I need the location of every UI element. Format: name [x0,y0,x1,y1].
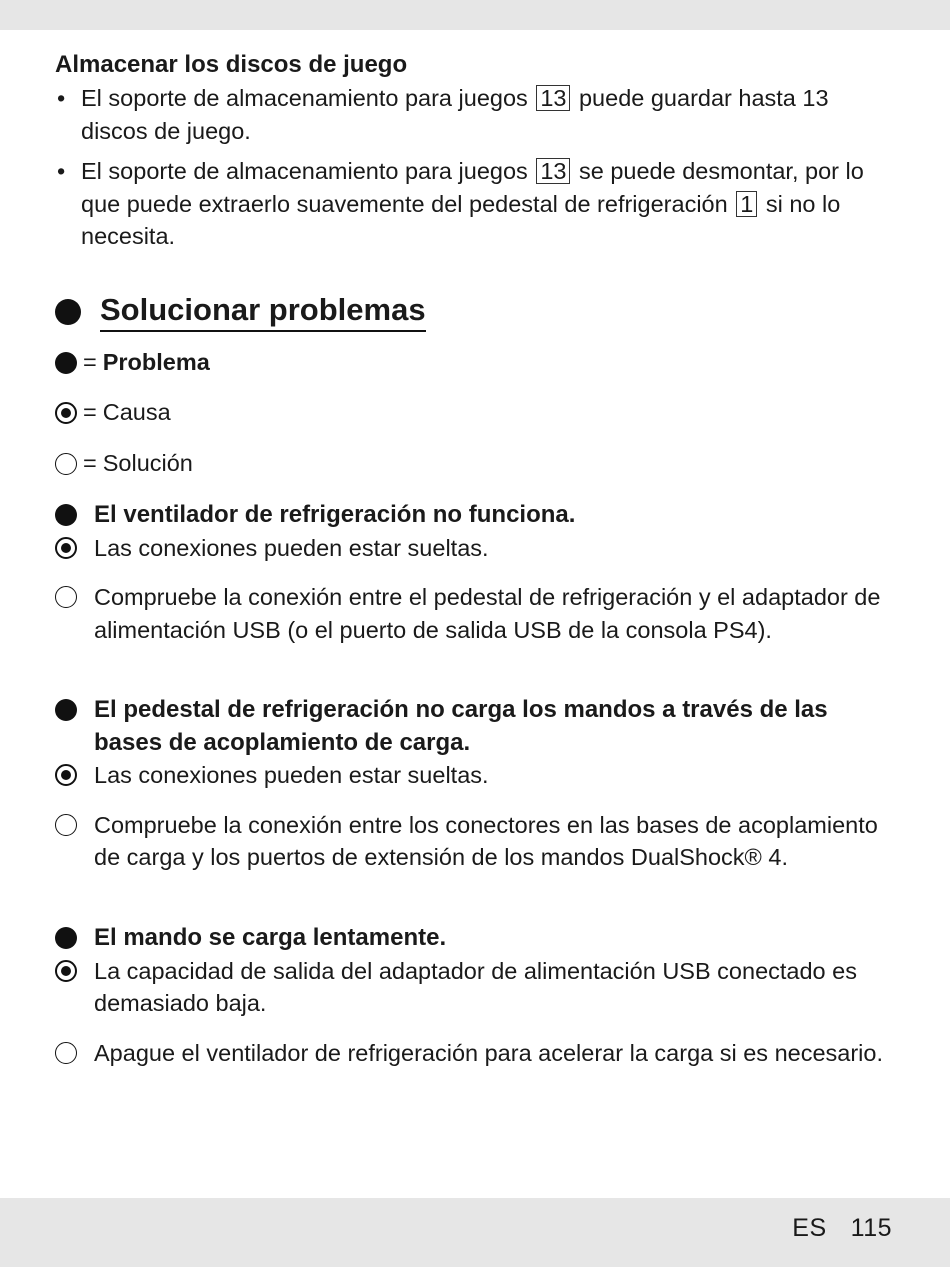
page-footer [0,1198,950,1267]
storage-section [55,48,900,253]
part-reference: 13 [536,85,570,111]
solution-symbol-icon [55,814,77,836]
troubleshooting-entry-1 [55,499,895,646]
cause-text: Las conexiones pueden estar sueltas. [94,534,489,561]
legend-problem-label: Problema [102,349,210,375]
solution-symbol-icon [55,1042,77,1064]
problem-text: El mando se carga lentamente. [94,924,447,951]
storage-bullet-2 [55,155,900,253]
bullet-dot-icon: • [57,85,66,111]
cause-symbol-icon [55,764,77,786]
bullet-dot-icon: • [57,158,66,184]
solution-text: Apague el ventilador de refrigeración para acelerar la carga si es necesario. [94,1039,884,1066]
legend-cause [55,399,171,426]
bullet-text: se puede desmontar, por lo que puede extraerlo suavemente del pedestal de refrigeración [81,158,864,217]
legend-equals: = [83,399,97,425]
heading-bullet-icon [55,299,81,325]
troubleshooting-title: Solucionar problemas [100,292,426,332]
problem-row [55,499,895,532]
solution-text: Compruebe la conexión entre los conectores en las bases de acoplamiento de carga y los puertos de extensión de los mandos DualShock® 4. [94,811,878,870]
cause-row [55,532,895,565]
troubleshooting-heading [55,292,426,332]
storage-bullet-1 [55,82,900,147]
cause-row [55,759,895,792]
solution-symbol-icon [55,586,77,608]
cause-symbol-icon [55,960,77,982]
problem-text: El pedestal de refrigeración no carga los mandos a través de las bases de acoplamiento de carga. [94,696,828,756]
legend-equals: = [83,349,97,375]
legend-problem [55,349,210,376]
troubleshooting-entry-2 [55,694,895,874]
language-code: ES [792,1214,827,1242]
problem-symbol-icon [55,352,77,374]
problem-symbol-icon [55,699,77,721]
troubleshooting-entry-3 [55,922,895,1069]
legend-solution [55,450,193,477]
bullet-text: si no lo necesita. [81,190,841,249]
bullet-text: El soporte de almacenamiento para juegos [81,85,528,111]
cause-symbol-icon [55,402,77,424]
legend-equals: = [83,450,97,476]
solution-row [55,1037,895,1070]
cause-symbol-icon [55,537,77,559]
bullet-text: puede guardar hasta 13 discos de juego. [81,85,829,144]
problem-row [55,694,895,759]
legend-cause-label: Causa [102,399,171,425]
part-reference: 1 [736,191,757,217]
cause-text: Las conexiones pueden estar sueltas. [94,762,489,788]
problem-symbol-icon [55,927,77,949]
storage-bullet-list [55,82,900,253]
cause-text: La capacidad de salida del adaptador de alimentación USB conectado es demasiado baja. [94,957,857,1016]
legend-solution-label: Solución [102,450,193,476]
part-reference: 13 [536,158,570,184]
storage-section-title: Almacenar los discos de juego [55,51,408,78]
solution-row [55,581,895,646]
top-bar [0,0,950,30]
problem-text: El ventilador de refrigeración no funciona. [94,501,576,528]
solution-text: Compruebe la conexión entre el pedestal de refrigeración y el adaptador de alimentación USB (o el puerto de salida USB de la consola PS4). [94,584,881,643]
problem-row [55,922,895,955]
page-number-block [792,1214,892,1243]
cause-row [55,955,895,1020]
bullet-text: El soporte de almacenamiento para juegos [81,158,528,184]
problem-symbol-icon [55,504,77,526]
solution-row [55,809,895,874]
solution-symbol-icon [55,453,77,475]
page-number: 115 [850,1214,892,1242]
